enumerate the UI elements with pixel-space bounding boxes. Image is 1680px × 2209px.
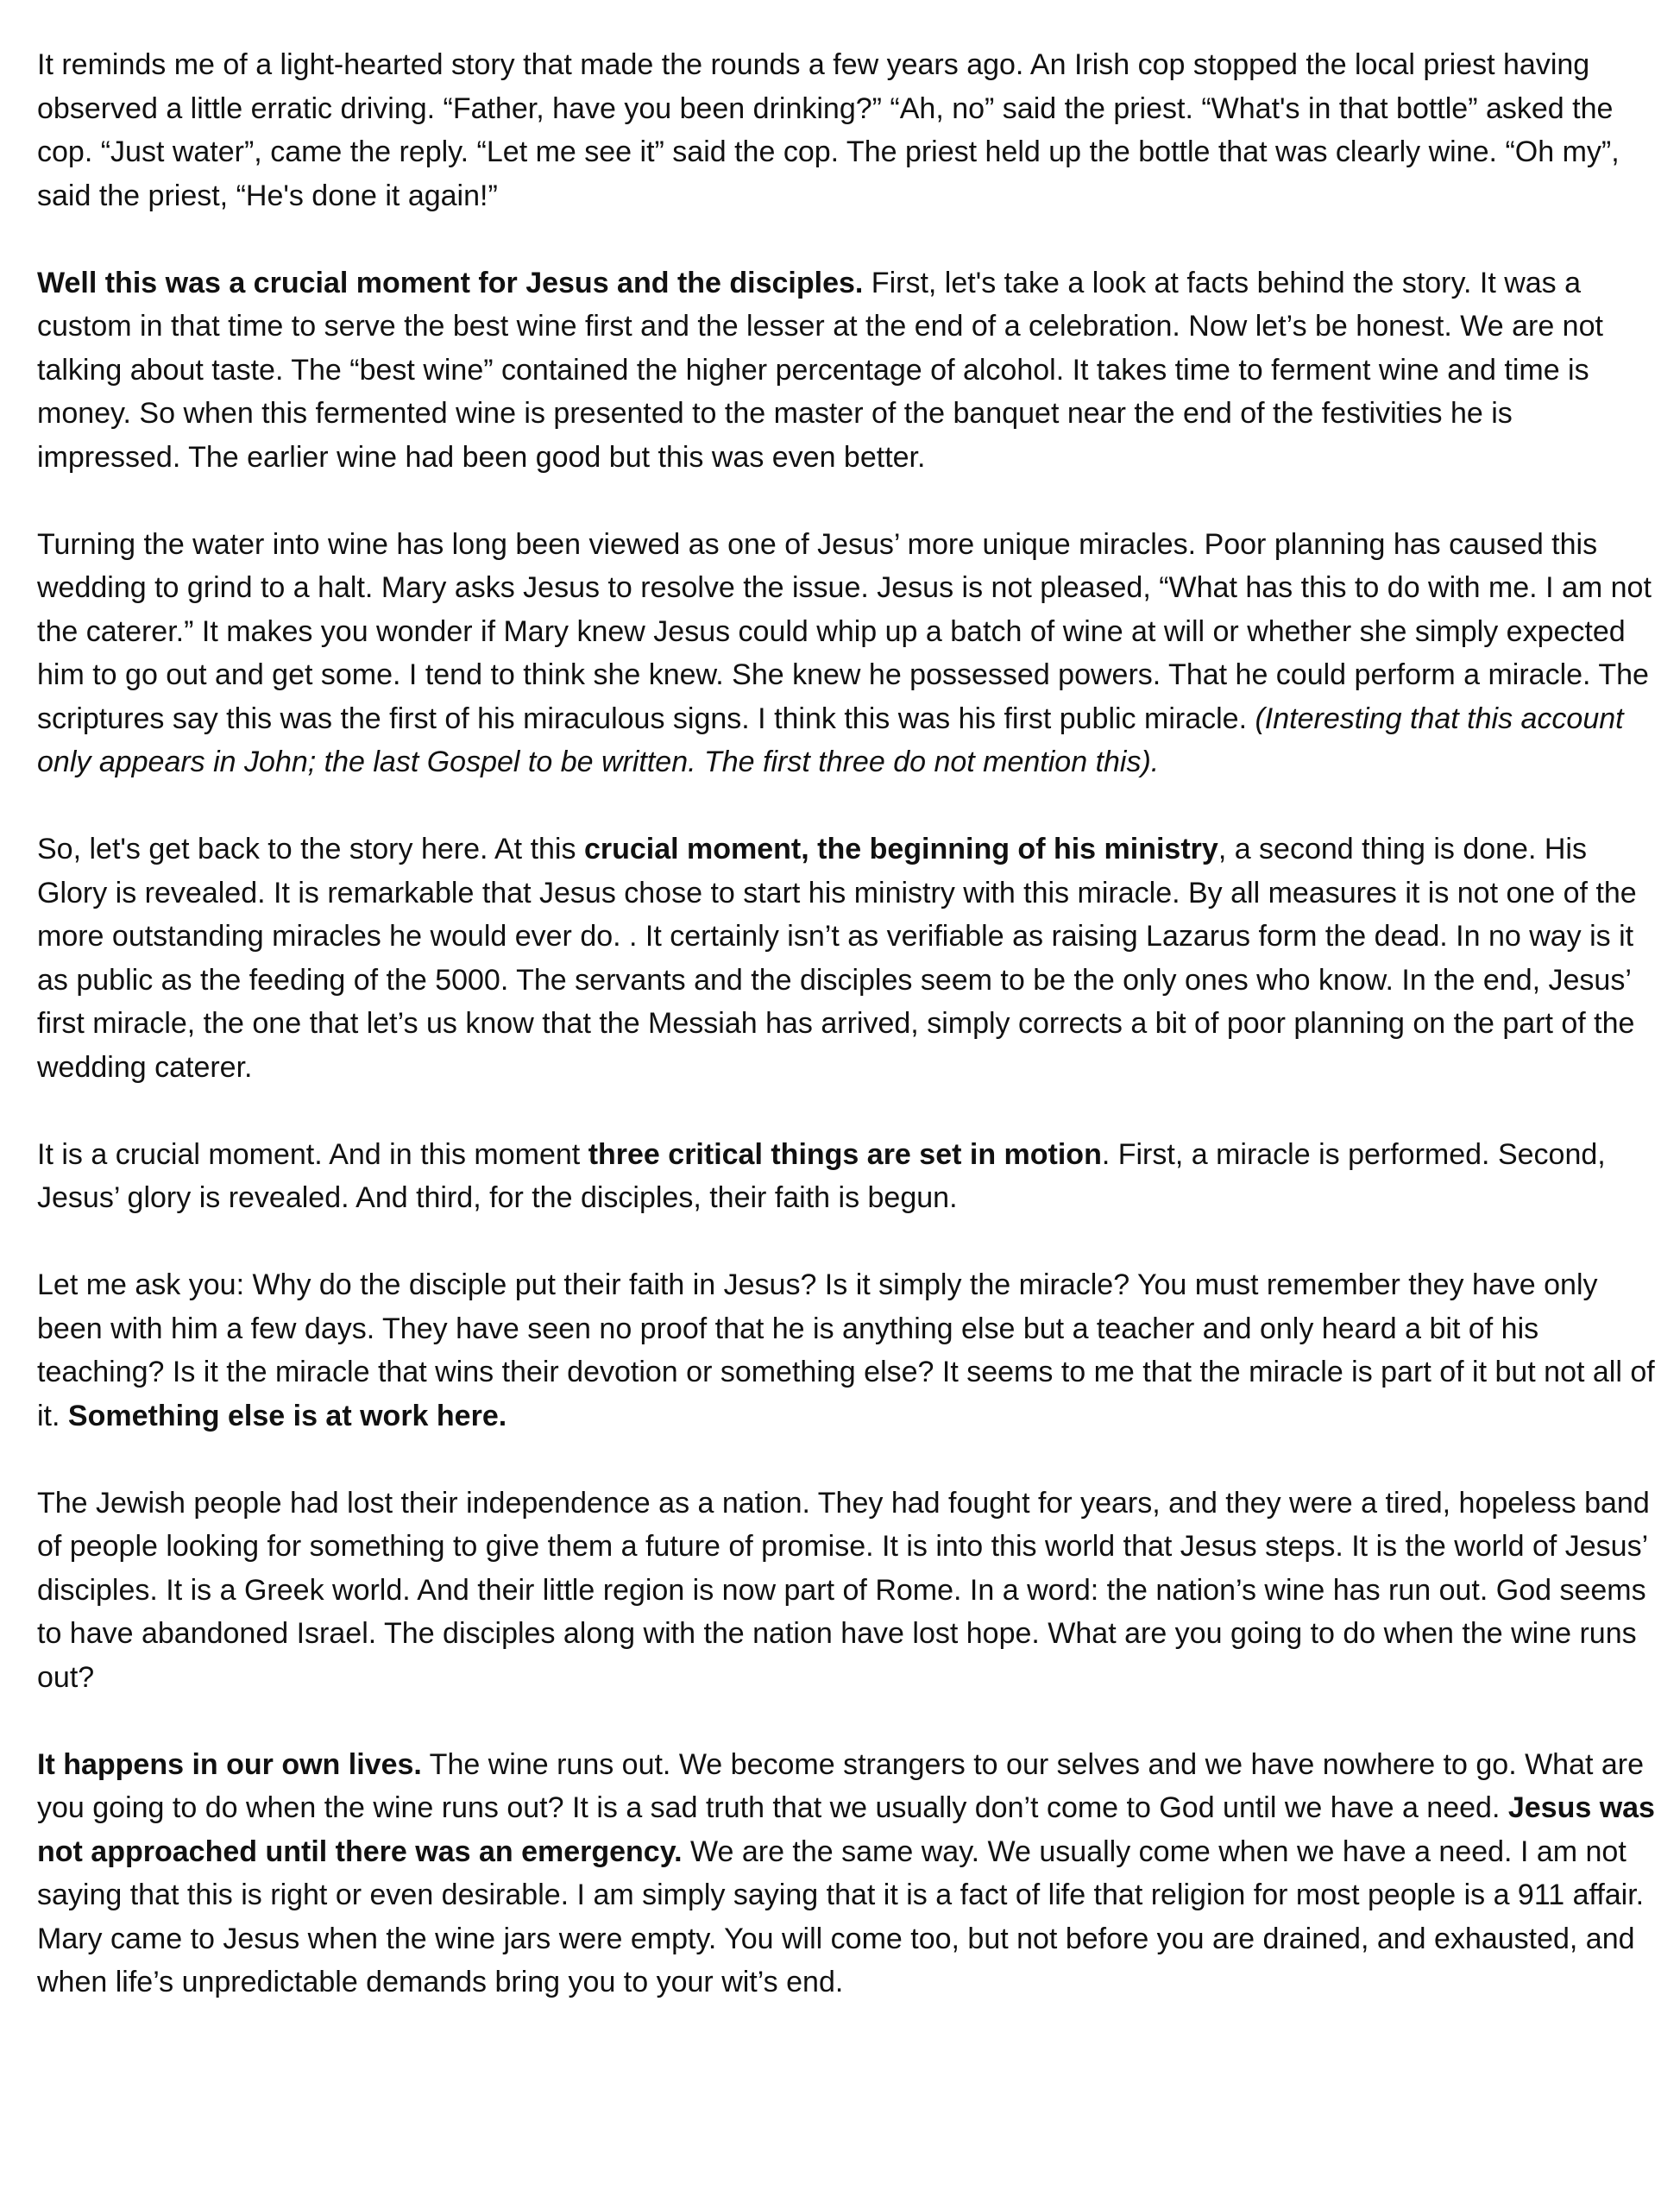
paragraph-cop-story [37, 43, 1659, 217]
italic-note: (Interesting that this account only appears in John; the last Gospel to be written. The first three do not mention this). [37, 702, 1624, 778]
paragraph-water-into-wine [37, 523, 1659, 784]
paragraph-text: It reminds me of a light-hearted story that made the rounds a few years ago. An Irish cop stopped the local priest having observed a little erratic driving. “Father, have you been drinking?” “Ah, no” said the priest. “What's in that bottle” asked the cop. “Just water”, came the reply. “Let me see it” said the cop. The priest held up the bottle that was clearly wine. “Oh my”, said the priest, “He's done it again!” [37, 48, 1620, 212]
paragraph-three-things [37, 1133, 1659, 1220]
bold-phrase: Jesus was not approached until there was an emergency. [37, 1791, 1655, 1868]
paragraph-text: We are the same way. We usually come when we have a need. I am not saying that this is right or even desirable. I am simply saying that it is a fact of life that religion for most people is a 911 affair. Mary came to Jesus when the wine jars were empty. You will come too, but not before you are drained, and exhausted, and when life’s unpredictable demands bring you to your wit’s end. [37, 1835, 1645, 1998]
bold-phrase: crucial moment, the beginning of his ministry [583, 833, 1218, 865]
document-page [37, 43, 1659, 2048]
paragraph-jewish-people [37, 1482, 1659, 1700]
paragraph-text: The Jewish people had lost their independence as a nation. They had fought for years, and they were a tired, hopeless band of people looking for something to give them a future of promise. It is into this world that Jesus steps. It is the world of Jesus’ disciples. It is a Greek world. And their little region is now part of Rome. In a word: the nation’s wine has run out. God seems to have abandoned Israel. The disciples along with the nation have lost hope. What are you going to do when the wine runs out? [37, 1486, 1650, 1694]
paragraph-crucial-moment [37, 261, 1659, 480]
paragraph-text: First, let's take a look at facts behind the story. It was a custom in that time to serve the best wine first and the lesser at the end of a celebration. Now let’s be honest. We are not talking about taste. The “best wine” contained the higher percentage of alcohol. It takes time to ferment wine and time is money. So when this fermented wine is presented to the master of the banquet near the end of the festivities he is impressed. The earlier wine had been good but this was even better. [37, 266, 1603, 474]
bold-phrase: three critical things are set in motion [588, 1137, 1102, 1171]
paragraph-text: . First, a miracle is performed. Second, Jesus’ glory is revealed. And third, for the disciples, their faith is begun. [37, 1137, 1606, 1214]
paragraph-faith-question [37, 1263, 1659, 1438]
bold-phrase: Something else is at work here. [67, 1399, 507, 1432]
bold-phrase: It happens in our own lives. [37, 1747, 422, 1781]
paragraph-text: So, let's get back to the story here. At this [37, 833, 584, 865]
paragraph-glory-revealed [37, 828, 1659, 1089]
paragraph-text: , a second thing is done. His Glory is revealed. It is remarkable that Jesus chose to start his ministry with this miracle. By all measures it is not one of the more outstanding miracles he would ever do. . It certainly isn’t as verifiable as raising Lazarus form the dead. In no way is it as public as the feeding of the 5000. The servants and the disciples seem to be the only ones who know. In the end, Jesus’ first miracle, the one that let’s us know that the Messiah has arrived, simply corrects a bit of poor planning on the part of the wedding caterer. [37, 833, 1637, 1084]
paragraph-text: Let me ask you: Why do the disciple put their faith in Jesus? Is it simply the miracle? You must remember they have only been with him a few days. They have seen no proof that he is anything else but a teacher and only heard a bit of his teaching? Is it the miracle that wins their devotion or something else? It seems to me that the miracle is part of it but not all of it. [37, 1268, 1655, 1432]
paragraph-text: It is a crucial moment. And in this moment [37, 1137, 588, 1171]
paragraph-text: The wine runs out. We become strangers to our selves and we have nowhere to go. What are you going to do when the wine runs out? It is a sad truth that we usually don’t come to God until we have a need. [37, 1747, 1645, 1824]
paragraph-our-own-lives [37, 1743, 1659, 2004]
bold-phrase: Well this was a crucial moment for Jesus and the disciples. [37, 266, 864, 299]
paragraph-text: Turning the water into wine has long been viewed as one of Jesus’ more unique miracles. Poor planning has caused this wedding to grind to a halt. Mary asks Jesus to resolve the issue. Jesus is not pleased, “What has this to do with me. I am not the caterer.” It makes you wonder if Mary knew Jesus could whip up a batch of wine at will or whether she simply expected him to go out and get some. I tend to think she knew. She knew he possessed powers. That he could perform a miracle. The scriptures say this was the first of his miraculous signs. I think this was his first public miracle. [37, 527, 1652, 735]
